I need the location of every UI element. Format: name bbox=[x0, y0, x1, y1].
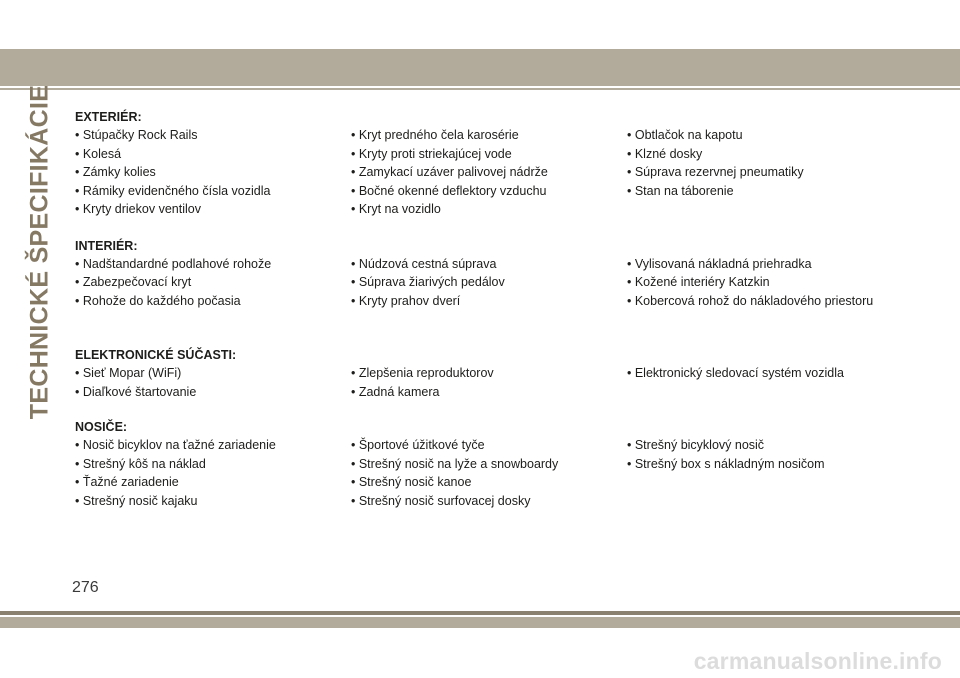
side-section-title: TECHNICKÉ ŠPECIFIKÁCIE bbox=[25, 84, 54, 420]
list-item: • Kožené interiéry Katzkin bbox=[627, 275, 770, 289]
list-item bbox=[627, 383, 935, 402]
list-item: • Zlepšenia reproduktorov bbox=[351, 366, 494, 380]
list-item: • Súprava žiarivých pedálov bbox=[351, 275, 505, 289]
list-item: • Rámiky evidenčného čísla vozidla bbox=[75, 183, 271, 198]
list-item: • Zadná kamera bbox=[351, 384, 440, 399]
section-title: ELEKTRONICKÉ SÚČASTI: bbox=[75, 348, 237, 362]
list-item bbox=[627, 473, 935, 492]
list-row bbox=[75, 383, 935, 402]
section-electronics bbox=[75, 346, 935, 401]
list-row bbox=[75, 255, 935, 274]
list-item: • Strešný box s nákladným nosičom bbox=[627, 456, 825, 471]
list-item bbox=[627, 200, 935, 219]
list-item: • Strešný nosič na lyže a snowboardy bbox=[351, 456, 559, 471]
list-item: • Sieť Mopar (WiFi) bbox=[75, 366, 182, 380]
section-title: NOSIČE: bbox=[75, 420, 128, 434]
list-item: • Nosič bicyklov na ťažné zariadenie bbox=[75, 438, 276, 452]
list-item: • Kryty proti striekajúcej vode bbox=[351, 146, 512, 161]
section-title: INTERIÉR: bbox=[75, 238, 138, 253]
list-row bbox=[75, 492, 935, 511]
section-carriers bbox=[75, 418, 935, 510]
list-item: • Strešný nosič surfovacej dosky bbox=[351, 493, 531, 508]
section-interior bbox=[75, 237, 935, 311]
list-item: • Ťažné zariadenie bbox=[75, 475, 179, 489]
list-item: • Kryt predného čela karosérie bbox=[351, 128, 519, 142]
list-row bbox=[75, 455, 935, 474]
list-item: • Kobercová rohož do nákladového priestoru bbox=[627, 293, 874, 308]
list-row bbox=[75, 473, 935, 492]
list-item: • Športové úžitkové tyče bbox=[351, 438, 485, 452]
list-item: • Súprava rezervnej pneumatiky bbox=[627, 165, 804, 179]
list-item: • Strešný bicyklový nosič bbox=[627, 438, 765, 452]
section-title: EXTERIÉR: bbox=[75, 110, 142, 124]
list-row bbox=[75, 126, 935, 145]
list-item: • Zamykací uzáver palivovej nádrže bbox=[351, 165, 548, 179]
list-row bbox=[75, 182, 935, 201]
list-row bbox=[75, 364, 935, 383]
list-item: • Kryty driekov ventilov bbox=[75, 202, 201, 216]
list-item: • Rohože do každého počasia bbox=[75, 293, 241, 308]
list-row bbox=[75, 436, 935, 455]
list-row bbox=[75, 292, 935, 311]
list-item: • Obtlačok na kapotu bbox=[627, 128, 743, 142]
footer-rule bbox=[0, 611, 960, 615]
list-item: • Strešný nosič kanoe bbox=[351, 475, 472, 489]
list-item: • Vylisovaná nákladná priehradka bbox=[627, 256, 812, 271]
list-row bbox=[75, 145, 935, 164]
list-item: • Elektronický sledovací systém vozidla bbox=[627, 366, 844, 380]
header-rule bbox=[0, 88, 960, 90]
list-item: • Kryt na vozidlo bbox=[351, 202, 441, 216]
list-row bbox=[75, 200, 935, 219]
list-item: • Kryty prahov dverí bbox=[351, 293, 461, 308]
list-item: • Kolesá bbox=[75, 146, 122, 161]
list-item: • Stúpačky Rock Rails bbox=[75, 128, 198, 142]
accessory-list bbox=[75, 108, 935, 510]
list-row bbox=[75, 163, 935, 182]
watermark: carmanualsonline.info bbox=[693, 648, 942, 674]
list-item: • Nadštandardné podlahové rohože bbox=[75, 256, 272, 271]
list-item: • Bočné okenné deflektory vzduchu bbox=[351, 183, 547, 198]
list-item: • Zabezpečovací kryt bbox=[75, 275, 192, 289]
footer-band bbox=[0, 617, 960, 628]
list-item: • Strešný kôš na náklad bbox=[75, 456, 206, 471]
header-band bbox=[0, 49, 960, 86]
list-item: • Zámky kolies bbox=[75, 165, 156, 179]
list-item: • Stan na táborenie bbox=[627, 183, 734, 198]
list-item bbox=[627, 492, 935, 511]
list-item: • Núdzová cestná súprava bbox=[351, 256, 497, 271]
list-item: • Diaľkové štartovanie bbox=[75, 384, 197, 399]
list-row bbox=[75, 273, 935, 292]
list-item: • Strešný nosič kajaku bbox=[75, 493, 198, 508]
list-item: • Klzné dosky bbox=[627, 146, 703, 161]
section-exterior bbox=[75, 108, 935, 219]
page-number: 276 bbox=[72, 579, 99, 596]
